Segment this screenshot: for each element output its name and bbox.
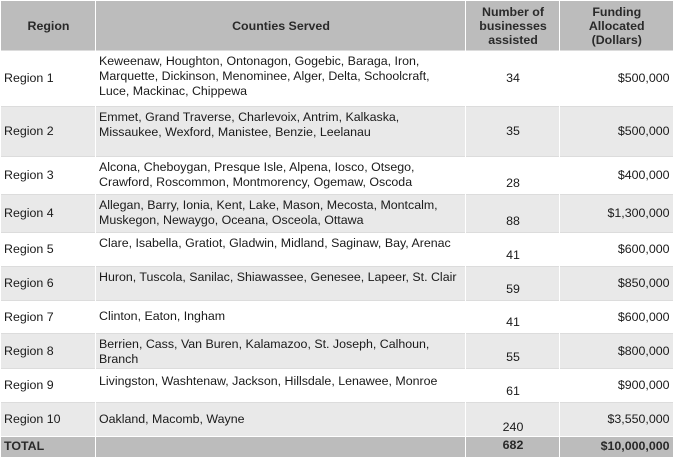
funding-cell: $500,000 [560,107,673,157]
table-row [1,369,673,403]
counties-cell: Keweenaw, Houghton, Ontonagon, Gogebic, Baraga, Iron, Marquette, Dickinson, Menominee, Alger, Delta, Schoolcraft, Luce, Mackinac, Chippewa [96,51,466,107]
header-businesses-line2: businesses [479,18,547,33]
funding-cell: $900,000 [560,369,673,403]
counties-cell: Oakland, Macomb, Wayne [96,403,466,437]
funding-cell: $3,550,000 [560,403,673,437]
header-businesses-line1: Number of [482,4,544,19]
region-cell: Region 4 [1,195,96,233]
header-counties: Counties Served [96,1,466,51]
businesses-cell: 41 [466,301,560,334]
region-cell: Region 10 [1,403,96,437]
header-funding-line1: Funding [592,4,642,19]
counties-cell: Livingston, Washtenaw, Jackson, Hillsdale, Lenawee, Monroe [96,369,466,403]
header-row [1,1,673,51]
businesses-cell: 55 [466,334,560,369]
counties-cell: Emmet, Grand Traverse, Charlevoix, Antrim, Kalkaska, Missaukee, Wexford, Manistee, Benzie, Leelanau [96,107,466,157]
total-label: TOTAL [1,437,96,457]
funding-cell: $400,000 [560,157,673,195]
table-row [1,403,673,437]
table-row [1,334,673,369]
businesses-cell: 41 [466,233,560,267]
header-businesses-line3: assisted [488,32,538,47]
table-row [1,233,673,267]
counties-cell: Clare, Isabella, Gratiot, Gladwin, Midland, Saginaw, Bay, Arenac [96,233,466,267]
counties-cell: Allegan, Barry, Ionia, Kent, Lake, Mason, Mecosta, Montcalm, Muskegon, Newaygo, Oceana, Osceola, Ottawa [96,195,466,233]
businesses-cell: 34 [466,51,560,107]
table-row [1,51,673,107]
businesses-cell: 59 [466,267,560,301]
businesses-cell: 61 [466,369,560,403]
funding-cell: $600,000 [560,233,673,267]
region-cell: Region 2 [1,107,96,157]
funding-cell: $1,300,000 [560,195,673,233]
region-cell: Region 6 [1,267,96,301]
total-funding: $10,000,000 [560,437,673,457]
counties-cell: Alcona, Cheboygan, Presque Isle, Alpena, Iosco, Otsego, Crawford, Roscommon, Montmorency, Ogemaw, Oscoda [96,157,466,195]
header-funding [560,1,673,51]
table-row [1,107,673,157]
table-header [1,1,673,51]
region-cell: Region 3 [1,157,96,195]
header-funding-line3: (Dollars) [591,32,642,47]
table-body [1,51,673,457]
counties-cell: Berrien, Cass, Van Buren, Kalamazoo, St. Joseph, Calhoun, Branch [96,334,466,369]
businesses-cell: 88 [466,195,560,233]
funding-cell: $800,000 [560,334,673,369]
counties-cell: Clinton, Eaton, Ingham [96,301,466,334]
header-funding-line2: Allocated [588,18,645,33]
table-row [1,157,673,195]
region-cell: Region 9 [1,369,96,403]
total-businesses: 682 [466,437,560,457]
region-cell: Region 8 [1,334,96,369]
region-cell: Region 1 [1,51,96,107]
funding-cell: $850,000 [560,267,673,301]
total-counties-cell [96,437,466,457]
businesses-cell: 28 [466,157,560,195]
header-businesses [466,1,560,51]
header-region: Region [1,1,96,51]
table-row [1,267,673,301]
table-row [1,195,673,233]
funding-cell: $600,000 [560,301,673,334]
counties-cell: Huron, Tuscola, Sanilac, Shiawassee, Genesee, Lapeer, St. Clair [96,267,466,301]
businesses-cell: 35 [466,107,560,157]
region-cell: Region 7 [1,301,96,334]
region-cell: Region 5 [1,233,96,267]
total-row [1,437,673,457]
table-row [1,301,673,334]
businesses-cell: 240 [466,403,560,437]
funding-cell: $500,000 [560,51,673,107]
